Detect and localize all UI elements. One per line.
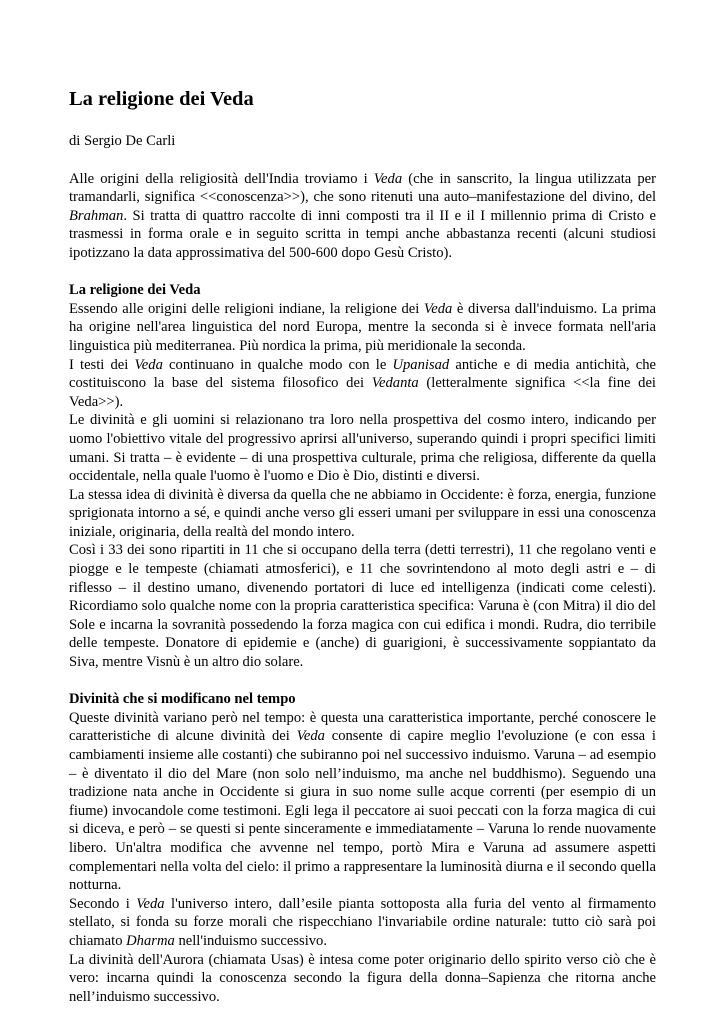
text-run: I testi dei	[69, 356, 135, 373]
italic-term: Veda	[423, 300, 453, 317]
italic-term: Vedanta	[371, 375, 419, 392]
italic-term: Veda	[296, 728, 325, 745]
italic-term: Veda	[136, 895, 165, 912]
sections-container	[69, 281, 656, 1006]
text-run: continuano in qualche modo con le	[162, 356, 393, 373]
section-heading: La religione dei Veda	[69, 282, 201, 299]
body-paragraph	[69, 300, 656, 356]
text-run: . Si tratta di quattro raccolte di inni composti tra il II e il I millennio prima di Cristo e trasmessi in forma orale e in seguito scritta in tempi anche abbastanza recenti (alcuni studiosi ipotizzano la data approssimativa del 500-600 dopo Gesù Cristo).	[69, 207, 656, 261]
italic-term: Brahman	[69, 207, 124, 224]
body-paragraph	[69, 895, 656, 951]
text-run: è diversa dall'induismo. La prima ha origine nell'area linguistica del nord Europa, mentre la seconda si è invece formata nell'aria linguistica più mediterranea. Più nordica la prima, più meridionale la seconda.	[69, 300, 656, 354]
section	[69, 690, 656, 1006]
italic-term: Veda	[134, 356, 163, 373]
intro-paragraph	[69, 170, 656, 263]
text-run: Le divinità e gli uomini si relazionano tra loro nella prospettiva del cosmo intero, indicando per uomo l'obiettivo vitale del progressivo aprirsi all'universo, superando quindi i propri specifici limiti umani. Si tratta – è evidente – di una prospettiva culturale, prima che religiosa, differente da quella occidentale, nella quale l'uomo è l'uomo e Dio è Dio, distinti e diversi.	[69, 412, 656, 485]
body-paragraph	[69, 356, 656, 412]
text-run: Secondo i	[69, 895, 137, 912]
author-line: di Sergio De Carli	[69, 133, 176, 149]
text-run: Essendo alle origini delle religioni indiane, la religione dei	[69, 300, 424, 317]
body-paragraph	[69, 709, 656, 895]
text-run: consente di capire meglio l'evoluzione (e con essa i cambiamenti insieme alle costanti) che subiranno poi nel successivo induismo. Varuna – ad esempio – è diventato il dio del Mare (non solo nell’induismo, ma anche nel buddhismo). Seguendo una tradizione nata anche in Occidente si giura in suo nome sulle acque correnti (per esempio di un fiume) invocandole come testimoni. Egli lega il peccatore ai suoi peccati con la forza magica di cui si diceva, e però – se questi si pente sinceramente e immediatamente – Varuna lo rende nuovamente libero. Un'altra modifica che avvenne nel tempo, portò Mira e Varuna ad assumere aspetti complementari nella volta del cielo: il primo a rappresentare la luminosità diurna e il secondo quella notturna.	[69, 728, 656, 894]
italic-term: Dharma	[126, 932, 175, 949]
text-run: (che in sanscrito, la lingua utilizzata per tramandarli, significa <<conoscenza>>), che sono ritenuti una auto–manifestazione del divino, del	[69, 170, 657, 206]
text-run: La stessa idea di divinità è diversa da quella che ne abbiamo in Occidente: è forza, energia, funzione sprigionata intorno a sé, e quindi anche verso gli esseri umani per sviluppare in essi una conoscenza iniziale, originaria, della realtà del mondo intero.	[69, 486, 656, 540]
document-title: La religione dei Veda	[69, 88, 254, 110]
section	[69, 281, 656, 671]
text-run: La divinità dell'Aurora (chiamata Usas) è intesa come poter originario dello spirito verso ciò che è vero: incarna quindi la conoscenza secondo la figura della donna–Sapienza che ritorna anche nell’induismo successivo.	[69, 951, 656, 1005]
text-run: nell'induismo successivo.	[174, 932, 327, 949]
text-run: Queste divinità variano però nel tempo: è questa una caratteristica importante, perché conoscere le caratteristiche di alcune divinità dei	[69, 709, 656, 745]
text-run: l'universo intero, dall’esile pianta sottoposta alla furia del vento al firmamento stellato, si fonda su forze morali che rispecchiano l'invariabile ordine naturale: tutto ciò sarà poi chiamato	[69, 895, 656, 949]
body-paragraph	[69, 486, 656, 542]
text-run: (letteralmente significa <<la fine dei Veda>>).	[69, 375, 656, 410]
section-heading: Divinità che si modificano nel tempo	[69, 691, 296, 708]
italic-term: Upanisad	[392, 356, 450, 373]
document-page	[69, 86, 656, 1006]
text-run: Così i 33 dei sono ripartiti in 11 che si occupano della terra (detti terrestri), 11 che regolano venti e piogge e le tempeste (chiamati atmosferici), e 11 che sovrintendono al moto degli astri e – di riflesso – il destino umano, divenendo portatori di luce ed intelligenza (indicati come celesti). Ricordiamo solo qualche nome con la propria caratteristica specifica: Varuna è (con Mitra) il dio del Sole e incarna la sovranità possedendo la forza magica con cui edifica i mondi. Rudra, dio terribile delle tempeste. Donatore di epidemie e (anche) di guarigioni, è successivamente soppiantato da Siva, mentre Visnù è un altro dio solare.	[69, 542, 656, 671]
body-paragraph	[69, 411, 656, 485]
body-paragraph	[69, 951, 656, 1007]
text-run: Alle origini della religiosità dell'India troviamo i	[69, 170, 374, 187]
text-run: antiche e di media antichità, che costituiscono la base del sistema filosofico dei	[69, 356, 656, 392]
body-paragraph	[69, 541, 656, 671]
italic-term: Veda	[373, 170, 403, 187]
